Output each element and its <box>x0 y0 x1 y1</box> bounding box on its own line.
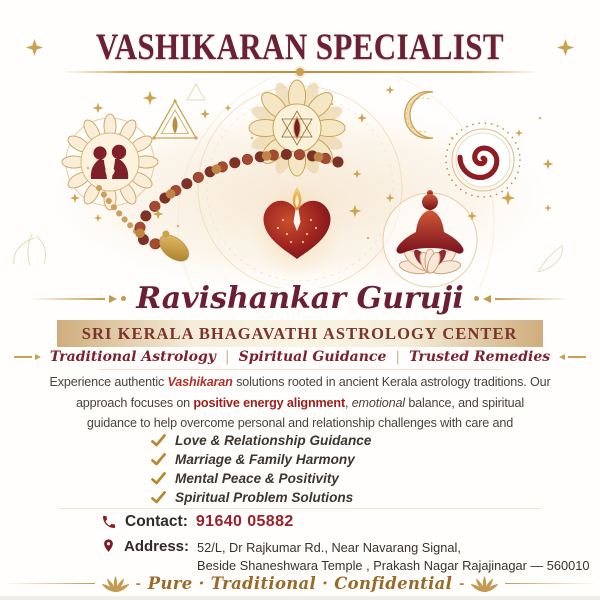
footer-dash: - <box>459 575 465 592</box>
footer-dash: - <box>135 575 141 592</box>
checkmark-icon <box>151 472 166 485</box>
footer-motto: Pure · Traditional · Confidential <box>147 574 453 593</box>
left-dash-arrow-icon <box>14 354 41 360</box>
description <box>0 372 600 434</box>
center-name-banner <box>57 320 543 347</box>
checkmark-icon <box>151 491 166 504</box>
description-line: approach focuses on positive energy alignment, emotional balance, and spiritual <box>75 395 525 410</box>
left-arrow-ornament <box>29 295 126 303</box>
heart-diya-icon <box>251 186 343 278</box>
description-line: Experience authentic Vashikaran solutions rooted in ancient Kerala astrology traditions. Our <box>49 375 551 389</box>
guru-name: Ravishankar Guruji <box>136 281 464 316</box>
tagline-separator: | <box>395 349 401 365</box>
address-line-2: Beside Shaneshwara Temple , Prakash Nagar Rajajinagar — 560010 <box>197 557 590 573</box>
list-item <box>151 469 371 488</box>
address-lines <box>197 539 589 574</box>
four-point-star-icon <box>25 38 44 57</box>
footer-line <box>3 583 95 585</box>
checkmark-icon <box>151 453 166 466</box>
footer-line <box>505 583 597 585</box>
service-label: Spiritual Problem Solutions <box>175 490 354 505</box>
list-item <box>151 488 371 507</box>
vashikaran-highlight: Vashikaran <box>167 375 233 389</box>
tagline-item: Spiritual Guidance <box>238 349 387 365</box>
tagline <box>0 349 600 365</box>
hero-illustration <box>0 76 600 288</box>
checkmark-icon <box>151 434 166 447</box>
page-title: VASHIKARAN SPECIALIST <box>95 27 505 68</box>
description-line: guidance to help overcome personal and relationship challenges with care and <box>86 416 514 431</box>
service-label: Love & Relationship Guidance <box>175 433 372 448</box>
location-pin-icon <box>101 538 116 557</box>
tagline-item: Traditional Astrology <box>49 349 216 365</box>
contact-label: Contact: <box>125 513 188 530</box>
right-dash-arrow-icon <box>559 354 586 360</box>
address-label: Address: <box>124 538 190 555</box>
service-label: Marriage & Family Harmony <box>175 452 355 467</box>
energy-highlight: positive energy alignment <box>193 395 345 410</box>
list-item <box>151 431 371 450</box>
service-label: Mental Peace & Positivity <box>175 471 339 486</box>
phone-number: 91640 05882 <box>195 513 294 530</box>
lotus-icon <box>102 573 129 594</box>
address-line-1: 52/L, Dr Rajkumar Rd., Near Navarang Signal, <box>197 540 461 555</box>
contact-row <box>101 513 294 531</box>
phone-icon <box>101 514 117 530</box>
address-block <box>101 537 589 574</box>
lotus-icon <box>471 573 498 594</box>
center-name: SRI KERALA BHAGAVATHI ASTROLOGY CENTER <box>82 323 518 343</box>
tagline-underline <box>98 369 502 370</box>
sri-yantra-icon <box>249 80 345 176</box>
footer <box>0 573 600 594</box>
services-list <box>151 431 371 507</box>
list-item <box>151 450 371 469</box>
divider-dot <box>296 68 304 76</box>
bottom-edge <box>0 596 600 600</box>
guru-name-row <box>0 281 600 316</box>
right-arrow-ornament <box>474 295 571 303</box>
four-point-star-icon <box>556 38 575 57</box>
tagline-separator: | <box>224 349 230 365</box>
section-divider <box>60 508 540 509</box>
title-row <box>0 26 600 69</box>
tagline-item: Trusted Remedies <box>409 349 551 365</box>
